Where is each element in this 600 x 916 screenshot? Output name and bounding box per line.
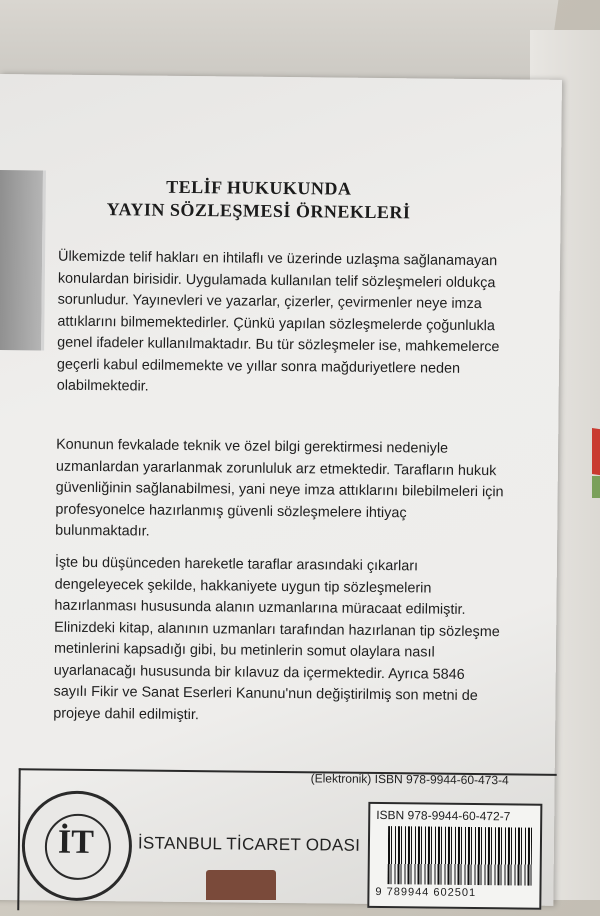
title-line-2: YAYIN SÖZLEŞMESİ ÖRNEKLERİ <box>106 199 411 223</box>
book-title <box>98 175 418 224</box>
publisher-name: İSTANBUL TİCARET ODASI <box>137 833 361 855</box>
paragraph-3: İşte bu düşünceden hareketle taraflar arasındaki çıkarları dengeleyecek şekilde, hakkaniyete uygun tip sözleşmelerin hazırlanması hususunda alanın uzmanlarına müracaat edilmiştir. Elinizdeki kitap, alanının uzmanları tarafından hazırlanan tip sözleşme metinlerini kapsadığı gibi, bu metinlerin somut olaylara nasıl uyarlanacağı hususunda bir kılavuz da içermektedir. Ayrıca 5846 sayılı Fikir ve Sanat Eserleri Kanunu'nun değiştirilmiş son metni de projeye dahil edilmiştir. <box>53 554 500 723</box>
publisher-seal-logo <box>21 790 132 901</box>
paragraph-1: Ülkemizde telif hakları en ihtilaflı ve üzerinde uzlaşma sağlanamayan konulardan birisidir. Uygulamada kullanılan telif sözleşmeleri oldukça sorunludur. Yayınevleri ve yazarlar, çizerler, çevirmenler neye imza attıklarını bilmemektedirler. Çünkü yapılan sözleşmelerde çoğunlukla genel ifadeler kullanılmaktadır. Bu tür sözleşmeler ise, mahkemelerce geçerli kabul edilmemekte ve yıllar sonra mağduriyetlere neden olabilmektedir. <box>56 248 500 395</box>
red-book-spine <box>592 428 600 478</box>
decorative-grey-box <box>0 170 46 350</box>
book-back-cover <box>0 74 562 906</box>
print-isbn: ISBN 978-9944-60-472-7 <box>376 807 511 824</box>
book-tab <box>206 870 276 900</box>
barcode <box>388 826 533 886</box>
barcode-box <box>367 802 542 910</box>
barcode-digits: 9 789944 602501 <box>375 885 477 900</box>
title-line-1: TELİF HUKUKUNDA <box>166 176 352 199</box>
green-book-spine <box>592 476 600 498</box>
electronic-isbn: (Elektronik) ISBN 978-9944-60-473-4 <box>310 771 509 788</box>
seal-monogram: İT <box>57 823 95 862</box>
paragraph-2: Konunun fevkalade teknik ve özel bilgi gerektirmesi nedeniyle uzmanlardan yararlanmak zorunluluk arz etmektedir. Tarafların hukuk güvenliğinin sağlanabilmesi, yani neye imza attıklarını bilebilmeleri için profesyonelce hazırlanmış güvenli sözleşmelere ihtiyaç bulunmaktadır. <box>55 436 504 540</box>
